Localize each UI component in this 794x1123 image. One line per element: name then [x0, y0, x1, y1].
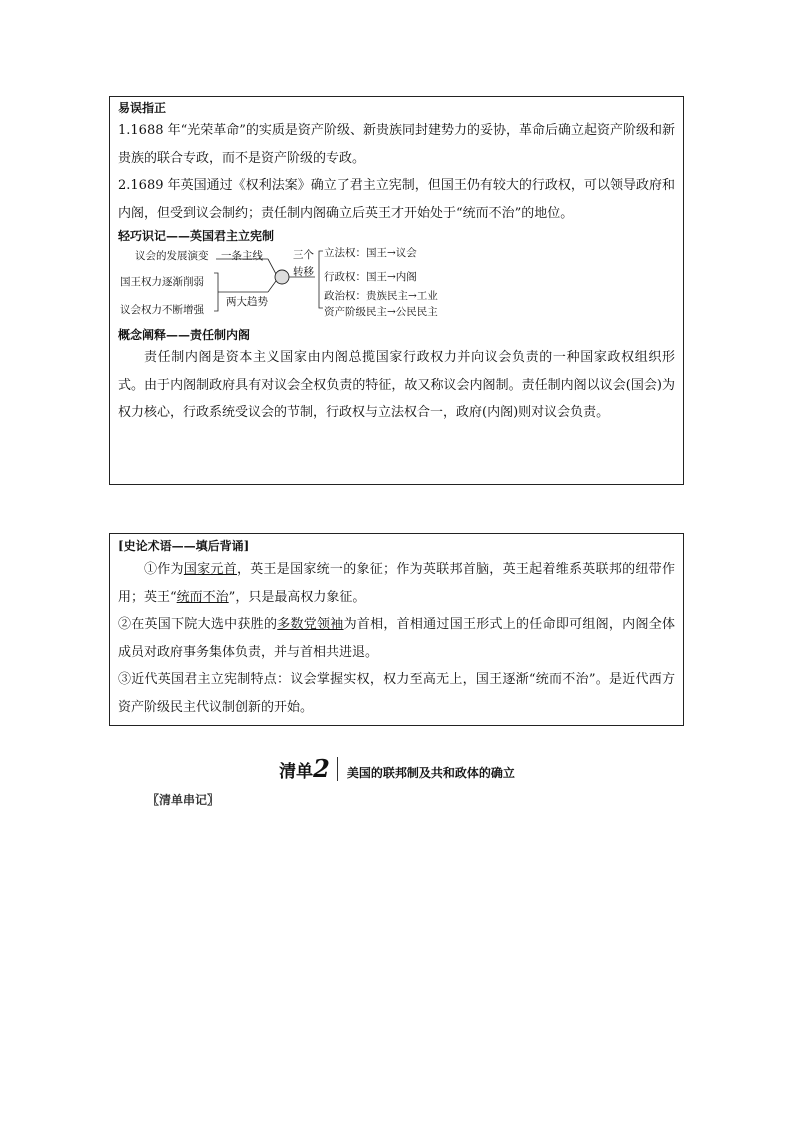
title-divider	[337, 757, 338, 781]
concept-text: 责任制内阁是资本主义国家由内阁总揽国家行政权力并向议会负责的一种国家政权组织形式。由于内阁制政府具有对议会全权负责的特征，故又称议会内阁制。责任制内阁以议会(国会)为权力核心，行政系统受议会的节制，行政权与立法权合一，政府(内阁)则对议会负责。	[118, 350, 675, 420]
diagram-right-3b: 资产阶级民主→公民民主	[324, 306, 438, 318]
diagram-right-1: 立法权：国王→议会	[324, 247, 417, 259]
terms-heading: [史论术语——填后背诵]	[118, 539, 250, 553]
term-item-1	[118, 556, 675, 611]
section-label: 清单	[279, 762, 314, 782]
term-item-3: ③近代英国君主立宪制特点：议会掌握实权，权力至高无上，国王逐渐“统而不治”。是近代西方资产阶级民主代议制创新的开始。	[118, 672, 675, 715]
diagram-three-shifts-a: 三个	[293, 249, 314, 261]
term-item-1-mid: ，英王是国家统一的象征；作为英联邦首脑，英王起着维系英联邦的纽带作用；英王“	[118, 562, 675, 605]
diagram-two-trends: 两大趋势	[226, 296, 268, 308]
diagram-left-1: 议会的发展演变	[135, 250, 209, 262]
memory-heading: 轻巧识记——英国君主立宪制	[118, 229, 275, 243]
term-item-1-pre: ①作为	[144, 562, 184, 577]
diagram-right-3a: 政治权：贵族民主→工业	[324, 290, 438, 302]
section-title	[0, 754, 794, 783]
diagram-main-line: 一条主线	[221, 250, 263, 262]
blank-reign-not-rule: 统而不治	[176, 589, 229, 605]
terms-box	[109, 533, 684, 726]
diagram-right-2: 行政权：国王→内阁	[324, 271, 417, 283]
diagram-left-2: 国王权力逐渐削弱	[120, 276, 204, 288]
section-tag: 〖清单串记〗	[147, 793, 220, 807]
term-item-2	[118, 611, 675, 666]
error-item-1: 1.1688 年“光荣革命”的实质是资产阶级、新贵族同封建势力的妥协，革命后确立起资产阶级和新贵族的联合专政，而不是资产阶级的专政。	[118, 123, 675, 166]
monarchy-diagram	[118, 245, 675, 325]
error-item-2: 2.1689 年英国通过《权利法案》确立了君主立宪制，但国王仍有较大的行政权，可以领导政府和内阁，但受到议会制约；责任制内阁确立后英王才开始处于“统而不治”的地位。	[118, 178, 675, 221]
term-item-1-post: ”，只是最高权力象征。	[228, 589, 366, 605]
term-item-2-pre: ②在英国下院大选中获胜的	[118, 617, 278, 632]
section-number: 2	[313, 754, 330, 783]
term-item-2-post: 为首相，首相通过国王形式上的任命即可组阁，内阁全体成员对政府事务集体负责，并与首相共进退。	[118, 617, 675, 660]
notes-box	[109, 96, 684, 485]
blank-majority-leader: 多数党领袖	[277, 617, 344, 632]
blank-head-of-state: 国家元首	[183, 562, 237, 577]
section-subtitle: 美国的联邦制及共和政体的确立	[346, 766, 515, 780]
diagram-left-3: 议会权力不断增强	[120, 304, 204, 316]
diagram-three-shifts-b: 转移	[293, 266, 314, 278]
concept-heading: 概念阐释——责任制内阁	[118, 328, 251, 342]
errors-heading: 易误指正	[118, 101, 167, 115]
